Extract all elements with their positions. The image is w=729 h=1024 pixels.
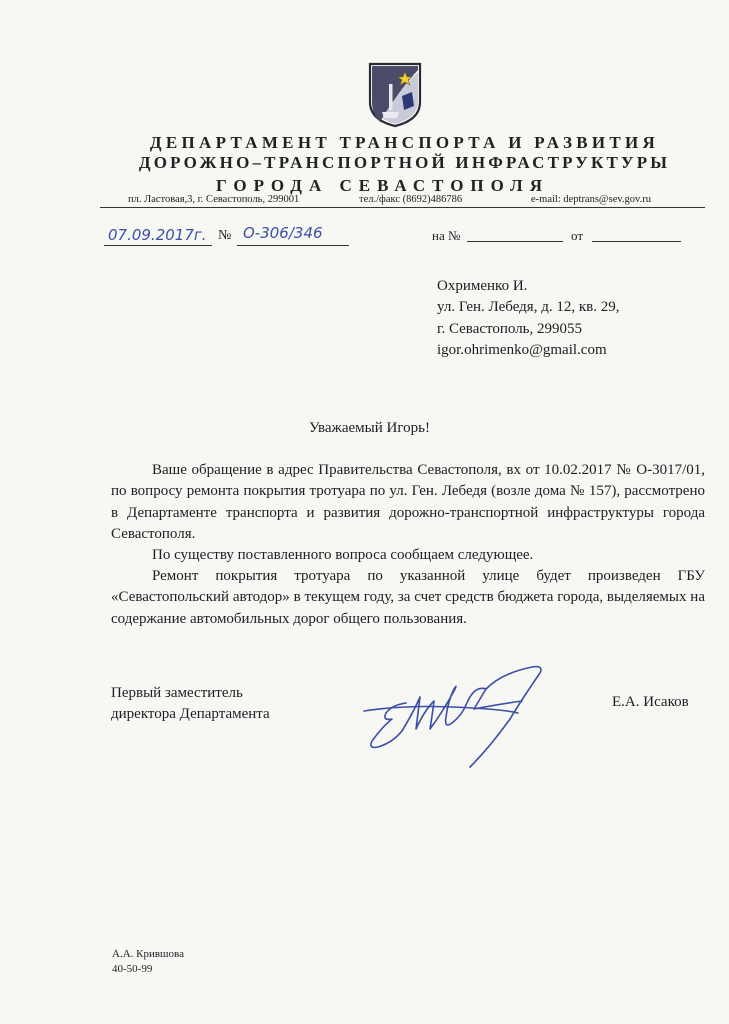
reply-to-line — [467, 241, 563, 242]
registration-date-line — [104, 245, 212, 246]
department-name-line3: ГОРОДА СЕВАСТОПОЛЯ — [216, 176, 549, 195]
recipient-city: г. Севастополь, 299055 — [437, 320, 583, 337]
handwritten-signature-icon — [362, 655, 572, 775]
executor-name: А.А. Крившова — [112, 948, 184, 960]
signatory-title-line1: Первый заместитель — [111, 685, 243, 701]
department-phone: тел./факс (8692)486786 — [359, 194, 463, 205]
recipient-street: ул. Ген. Лебедя, д. 12, кв. 29, — [437, 299, 620, 316]
header-divider — [100, 207, 705, 208]
registration-number: О-306/346 — [243, 224, 323, 242]
signatory-name: Е.А. Исаков — [612, 694, 689, 710]
signatory-title-line2: директора Департамента — [111, 706, 270, 723]
department-email: e-mail: deptrans@sev.gov.ru — [531, 194, 651, 205]
registration-number-line — [237, 245, 349, 246]
department-address: пл. Ластовая,3, г. Севастополь, 299001 — [128, 194, 300, 205]
reply-to-label: на № — [432, 228, 461, 243]
letter-paragraph-2: По существу поставленного вопроса сообщаем следующее. — [152, 547, 534, 563]
executor-phone: 40-50-99 — [112, 963, 153, 975]
registration-number-label: № — [218, 228, 232, 243]
letter-paragraph-3: Ремонт покрытия тротуара по указанной улице будет произведен ГБУ «Севастопольский автодор» в текущем году, за счет средств бюджета города, выделяемых на содержание автомобильных дорог общего пользования. — [111, 568, 705, 627]
reply-date-line — [592, 241, 681, 242]
department-name-line2: ДОРОЖНО–ТРАНСПОРТНОЙ ИНФРАСТРУКТУРЫ — [138, 153, 671, 172]
letter-paragraph-1: Ваше обращение в адрес Правительства Севастополя, вх от 10.02.2017 № О-3017/01, по вопросу ремонта покрытия тротуара по ул. Ген. Лебедя (возле дома № 157), рассмотрено в Департаменте транспорта и развития дорожно-транспортной инфраструктуры города Севастополя. — [111, 462, 705, 543]
department-name-line1: ДЕПАРТАМЕНТ ТРАНСПОРТА И РАЗВИТИЯ — [149, 133, 660, 152]
signatory-title — [111, 683, 270, 726]
letter-greeting: Уважаемый Игорь! — [309, 420, 430, 436]
reply-date-label: от — [571, 228, 584, 243]
recipient-name: Охрименко И. — [437, 278, 528, 294]
registration-date: 07.09.2017г. — [108, 226, 207, 244]
recipient-block — [437, 276, 619, 362]
recipient-email: igor.ohrimenko@gmail.com — [437, 342, 607, 359]
sevastopol-coat-of-arms-icon — [368, 62, 422, 128]
executor-block — [112, 947, 184, 977]
